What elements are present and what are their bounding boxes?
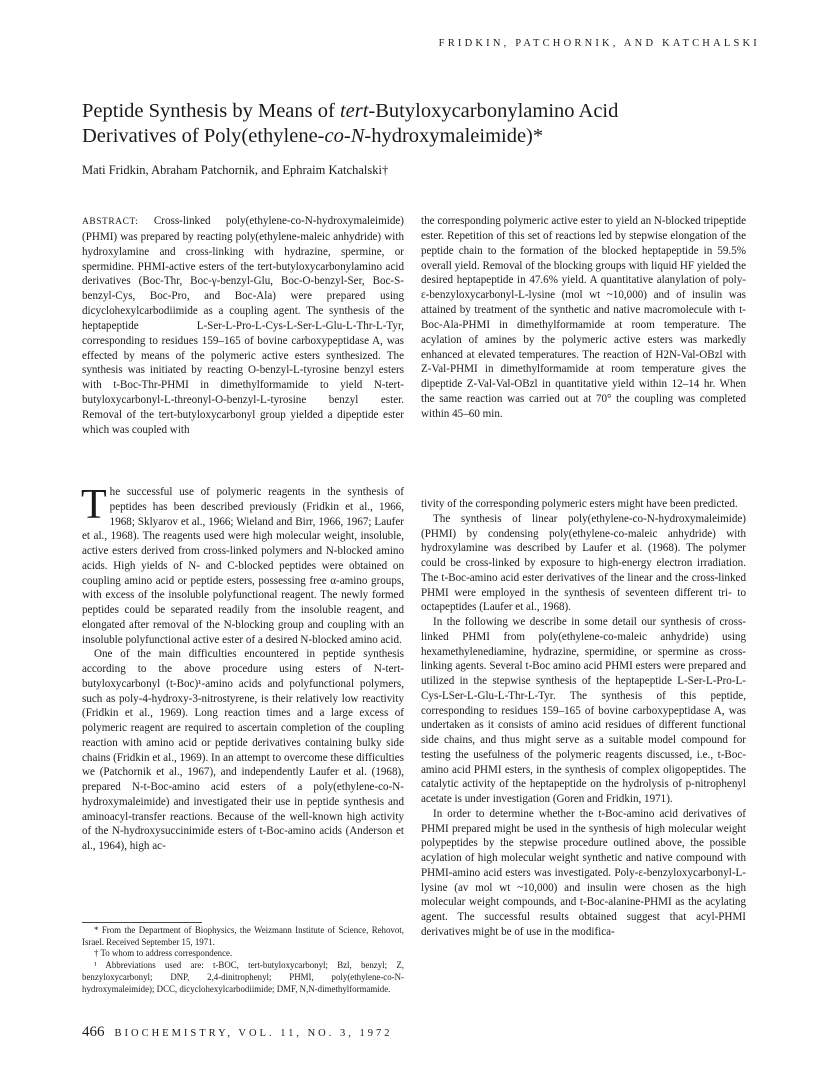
page-footer bbox=[82, 1023, 393, 1041]
abstract-label: ABSTRACT: bbox=[82, 217, 139, 227]
article-title bbox=[82, 99, 732, 148]
body-paragraph: In order to determine whether the t-Boc-amino acid derivatives of PHMI prepared might be used in the synthesis of high molecular weight polypeptides by the stepwise procedure outlined above, the possible acylation of high molecular weight synthetic and native compound with PHMI-amino acid esters was investigated. Poly-ε-benzyloxycarbonyl-L-lysine (av mol wt ~10,000) and insulin were chosen as the high molecular weight compounds, and t-Boc-alanine-PHMI as the acylating agent. The successful results obtained suggest that acyl-PHMI derivatives might be of use in the modifica- bbox=[421, 807, 746, 938]
body-paragraph: tivity of the corresponding polymeric esters might have been predicted. bbox=[421, 498, 738, 510]
body-paragraph: In the following we describe in some detail our synthesis of cross-linked PHMI from poly(ethylene-co-maleic anhydride) using hexamethylenediamine, hydrazine, spermidine, or spermine as cross-linking agents. Several t-Boc amino acid PHMI esters were prepared and utilized in the stepwise synthesis of the heptapeptide L-Ser-L-Pro-L-Cys-LSer-L-Glu-L-Thr-L-Tyr. The synthesis of this peptide, corresponding to residues 159–165 of bovine carboxypeptidase A, was undertaken as it consists of amino acid residues of different functional side chains, and thus might serve as a suitable model compound for testing the usefulness of the polymeric reagents discussed, i.e., t-Boc-amino acid PHMI esters, in the synthesis of complex oligopeptides. The catalytic activity of the heptapeptide on the hydrolysis of p-nitrophenyl acetate is under investigation (Goren and Fridkin, 1971). bbox=[421, 616, 746, 805]
authors: Mati Fridkin, Abraham Patchornik, and Ephraim Katchalski† bbox=[82, 163, 389, 177]
title-line2-em: co-N bbox=[324, 124, 365, 147]
footnote-correspondence: † To whom to address correspondence. bbox=[94, 948, 233, 959]
title-line2-a: Derivatives of Poly(ethylene- bbox=[82, 124, 325, 147]
title-line2-b: -hydroxymaleimide)* bbox=[364, 124, 544, 147]
footnote-abbreviations: ¹ Abbreviations used are: t-BOC, tert-butyloxycarbonyl; Bzl, benzyl; Z, benzyloxycarbonyl; DNP, 2,4-dinitrophenyl; PHMI, poly(ethylene-co-N-hydroxymaleimide); DCC, dicyclohexylcarbodiimide; DMF, N,N-dimethylformamide. bbox=[82, 960, 404, 994]
drop-cap: T bbox=[81, 482, 107, 528]
body-right-column bbox=[421, 497, 746, 940]
title-line1-em: tert bbox=[339, 100, 369, 122]
abstract-text-left: Cross-linked poly(ethylene-co-N-hydroxymaleimide) (PHMI) was prepared by reacting poly(ethylene-maleic anhydride) with hydroxylamine and cross-linking with hydrazine, spermine, or spermidine. PHMI-active esters of the tert-butyloxycarbonylamino acid derivatives (Boc-Thr, Boc-γ-benzyl-Glu, Boc-O-benzyl-Ser, Boc-S-benzyl-Cys, Boc-Pro, and Boc-Ala) were prepared using dicyclohexylcarbodiimide as a coupling agent. The synthesis of the heptapeptide L-Ser-L-Pro-L-Cys-L-Ser-L-Glu-L-Thr-L-Tyr, corresponding to residues 159–165 of bovine carboxypeptidase A, was effected by means of the polymeric active esters synthesized. The synthesis was initiated by reacting O-benzyl-L-tyrosine benzyl esters with t-Boc-Thr-PHMI in dimethylformamide to yield N-tert-butyloxycarbonyl-L-threonyl-O-benzyl-L-tyrosine benzyl ester. Removal of the tert-butyloxycarbonyl group yielded a dipeptide ester which was coupled with bbox=[82, 215, 404, 436]
abstract-left-column bbox=[82, 214, 404, 438]
body-paragraph: One of the main difficulties encountered in peptide synthesis according to the above procedure using esters of N-tert-butyloxycarbonyl (t-Boc)¹-amino acids and polyfunctional polymers, such as poly-4-hydroxy-3-nitrostyrene, is their relatively low reactivity (Fridkin et al., 1969). Long reaction times and a large excess of polymeric reagent are required to ascertain completion of the coupling reaction with amino acid or peptide derivatives containing bulky side chains (Fridkin et al., 1969). In an attempt to overcome these difficulties we (Patchornik et al., 1967), and independently Laufer et al. (1968), prepared N-t-Boc-amino acid esters of a poly(ethylene-co-N-hydroxymaleimide) and investigated their use in peptide synthesis and aminoacyl-transfer reactions. Because of the well-known high activity of the N-hydroxysuccinimide esters of t-Boc-amino acids (Anderson et al., 1964), high ac- bbox=[82, 648, 404, 852]
body-left-column bbox=[81, 482, 404, 854]
title-line1-b: -Butyloxycarbonylamino Acid bbox=[368, 100, 619, 122]
running-header: FRIDKIN, PATCHORNIK, AND KATCHALSKI bbox=[438, 38, 760, 49]
page-number: 466 bbox=[82, 1024, 105, 1040]
body-paragraph: The synthesis of linear poly(ethylene-co-N-hydroxymaleimide) (PHMI) by condensing poly(ethylene-co-maleic anhydride) with hydroxylamine was described by Laufer et al. (1968). The polymer could be cross-linked by exposure to high-energy electron irradiation. The t-Boc-amino acid ester derivatives of the linear and the cross-linked PHMI were employed in the synthesis of seventeen different tri- to octapeptides (Laufer et al., 1968). bbox=[421, 512, 746, 614]
journal-citation: BIOCHEMISTRY, VOL. 11, NO. 3, 1972 bbox=[114, 1028, 393, 1039]
abstract-right-column bbox=[421, 214, 746, 422]
abstract-text-right: the corresponding polymeric active ester to yield an N-blocked tripeptide ester. Repetition of this set of reactions led by stepwise elongation of the peptide chain to the formation of the blocked heptapeptide in 59.5% overall yield. Removal of the blocking groups with liquid HF yielded the desired heptapeptide in 47.6% yield. A quantitative alanylation of poly-ε-benzyloxycarbonyl-L-lysine (mol wt ~10,000) and of insulin was attained by treatment of the synthetic and native macromolecule with t-Boc-Ala-PHMI in dimethylformamide at room temperature. The acylation of amines by the polymeric active esters was markedly enhanced at elevated temperatures. The reaction of H2N-Val-OBzl with Z-Val-PHMI in dimethylformamide at room temperature gives the dipeptide Z-Val-Val-OBzl in quantitative yield within 12–14 hr. When the same reaction was carried out at 70° the coupling was completed within 45–60 min. bbox=[421, 215, 746, 420]
title-line1-a: Peptide Synthesis by Means of bbox=[82, 100, 340, 122]
footnote-affiliation: * From the Department of Biophysics, the Weizmann Institute of Science, Rehovot, Israel. Received September 15, 1971. bbox=[82, 925, 404, 947]
footnotes bbox=[82, 925, 404, 995]
intro-paragraph bbox=[81, 482, 404, 647]
intro-text: he successful use of polymeric reagents in the synthesis of peptides has been described previously (Fridkin et al., 1966, 1968; Sklyarov et al., 1966; Wieland and Birr, 1966, 1967; Laufer et al., 1968). The reagents used were high molecular weight, insoluble, active esters derived from cross-linked polymers and N-blocked amino acids. High yields of N- and C-blocked peptides were obtained on coupling amino acid or peptide esters, possessing free α-amino groups, with excess of the insoluble polyfunctional reagent. The newly formed peptides could be separated readily from the insoluble reagent, and elongated after removal of the N-blocking group and coupling with an insoluble polyfunctional active ester of a desired N-blocked amino acid. bbox=[82, 486, 404, 646]
footnote-divider bbox=[82, 922, 202, 923]
